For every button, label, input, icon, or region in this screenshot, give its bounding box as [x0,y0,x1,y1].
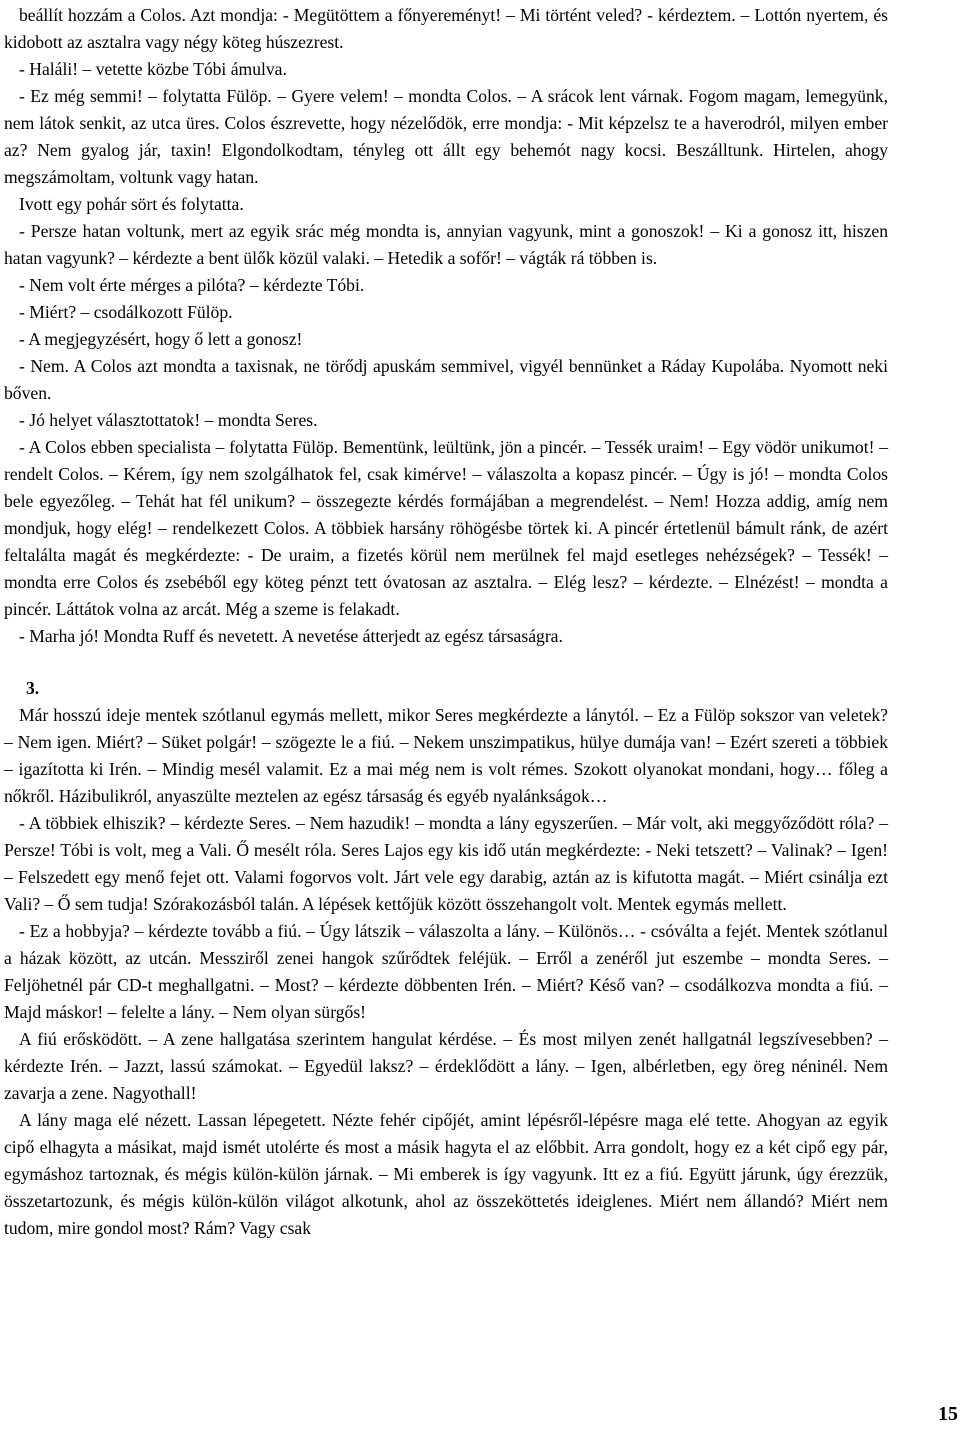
paragraph: - Ez még semmi! – folytatta Fülöp. – Gyere velem! – mondta Colos. – A srácok lent várnak. Fogom magam, lemegyünk, nem látok senkit, az utca üres. Colos észrevette, hogy nézelődök, erre mondja: - Mit képzelsz te a haverodról, milyen ember az? Nem gyalog jár, taxin! Elgondolkodtam, tényleg ott állt egy behemót nagy kocsi. Beszálltunk. Hirtelen, ahogy megszámoltam, voltunk vagy hatan. [4,86,888,187]
paragraph: - Ez a hobbyja? – kérdezte tovább a fiú. – Úgy látszik – válaszolta a lány. – Különös… - csóválta a fejét. Mentek szótlanul a házak között, az utcán. Messziről zenei hangok szűrődtek feléjük. – Erről a zenéről jut eszembe – mondta Seres. – Feljöhetnél pár CD-t meghallgatni. – Most? – kérdezte döbbenten Irén. – Miért? Késő van? – csodálkozva mondta a fiú. – Majd máskor! – felelte a lány. – Nem olyan sürgős! [4,921,888,1022]
paragraph: A lány maga elé nézett. Lassan lépegetett. Nézte fehér cipőjét, amint lépésről-lépésre maga elé tette. Ahogyan az egyik cipő elhagyta a másikat, majd ismét utolérte és most a másik hagyta el az előbbit. Arra gondolt, hogy ez a két cipő egy pár, egymáshoz tartoznak, és mégis külön-külön járnak. – Mi emberek is így vagyunk. Itt ez a fiú. Együtt járunk, úgy érezzük, összetartozunk, és mégis külön-külön világot alkotunk, ahol az összeköttetés ideiglenes. Miért nem állandó? Miért nem tudom, mire gondol most? Rám? Vagy csak [4,1110,888,1238]
paragraph: A fiú erősködött. – A zene hallgatása szerintem hangulat kérdése. – És most milyen zenét hallgatnál legszívesebben? – kérdezte Irén. – Jazzt, lassú számokat. – Egyedül laksz? – érdeklődött a lány. – Igen, albérletben, egy öreg néninél. Nem zavarja a zene. Nagyothall! [4,1029,888,1103]
section-spacer [4,650,888,675]
paragraph: - Nem volt érte mérges a pilóta? – kérdezte Tóbi. [19,275,365,295]
paragraph: - Marha jó! Mondta Ruff és nevetett. A nevetése átterjedt az egész társaságra. [19,626,563,646]
paragraph: - Haláli! – vetette közbe Tóbi ámulva. [19,59,287,79]
paragraph: - A megjegyzésért, hogy ő lett a gonosz! [19,329,303,349]
paragraph: Már hosszú ideje mentek szótlanul egymás mellett, mikor Seres megkérdezte a lánytól. – Ez a Fülöp sokszor van veletek? – Nem igen. Miért? – Süket polgár! – szögezte le a fiú. – Nekem unszimpatikus, hülye dumája van! – Ezért szereti a többiek – igazította ki Irén. – Mindig mesél valamit. Ez a mai még nem is volt rémes. Szokott olyanokat mondani, hogy… főleg a nőkről. Házibulikról, anyaszülte meztelen az egész társaság és egyéb nyalánkságok… [4,705,888,806]
chapter-heading: 3. [26,678,40,698]
paragraph: Ivott egy pohár sört és folytatta. [19,194,244,214]
paragraph: - A Colos ebben specialista – folytatta Fülöp. Bementünk, leültünk, jön a pincér. – Tessék uraim! – Egy vödör unikumot! – rendelt Colos. – Kérem, így nem szolgálhatok fel, csak kimérve! – válaszolta a kopasz pincér. – Úgy is jó! – mondta Colos bele egyezőleg. – Tehát hat fél unikum? – összegezte kérdés formájában a megrendelést. – Nem! Hozza addig, amíg nem mondjuk, hogy elég! – rendelkezett Colos. A többiek harsány röhögésbe törtek ki. A pincér értetlenül bámult ránk, de azért feltalálta magát és megkérdezte: - De uraim, a fizetés körül nem merülnek fel majd esetleges nehézségek? – Tessék! – mondta erre Colos és zsebéből egy köteg pénzt tett óvatosan az asztalra. – Elég lesz? – kérdezte. – Elnézést! – mondta a pincér. Láttátok volna az arcát. Még a szeme is felakadt. [4,437,888,619]
paragraph: - Miért? – csodálkozott Fülöp. [19,302,233,322]
paragraph: - Nem. A Colos azt mondta a taxisnak, ne törődj apuskám semmivel, vigyél bennünket a Ráday Kupolába. Nyomott neki bőven. [4,356,888,403]
paragraph: beállít hozzám a Colos. Azt mondja: - Megütöttem a főnyereményt! – Mi történt veled? - kérdeztem. – Lottón nyertem, és kidobott az asztalra vagy négy köteg húszezrest. [4,5,888,52]
paragraph: - Jó helyet választottatok! – mondta Seres. [19,410,318,430]
document-page [4,2,888,1242]
page-number: 15 [938,1403,958,1425]
paragraph: - Persze hatan voltunk, mert az egyik srác még mondta is, annyian vagyunk, mint a gonoszok! – Ki a gonosz itt, hiszen hatan vagyunk? – kérdezte a bent ülők közül valaki. – Hetedik a sofőr! – vágták rá többen is. [4,221,888,268]
paragraph: - A többiek elhiszik? – kérdezte Seres. – Nem hazudik! – mondta a lány egyszerűen. – Már volt, aki meggyőződött róla? – Persze! Tóbi is volt, meg a Vali. Ő mesélt róla. Seres Lajos egy kis idő után megkérdezte: - Neki tetszett? – Valinak? – Igen! – Felszedett egy menő fejet ott. Valami fogorvos volt. Járt vele egy darabig, aztán az is kifutotta magát. – Miért csinálja ezt Vali? – Ő sem tudja! Szórakozásból talán. A lépések kettőjük között összehangolt volt. Mentek egymás mellett. [4,813,888,914]
